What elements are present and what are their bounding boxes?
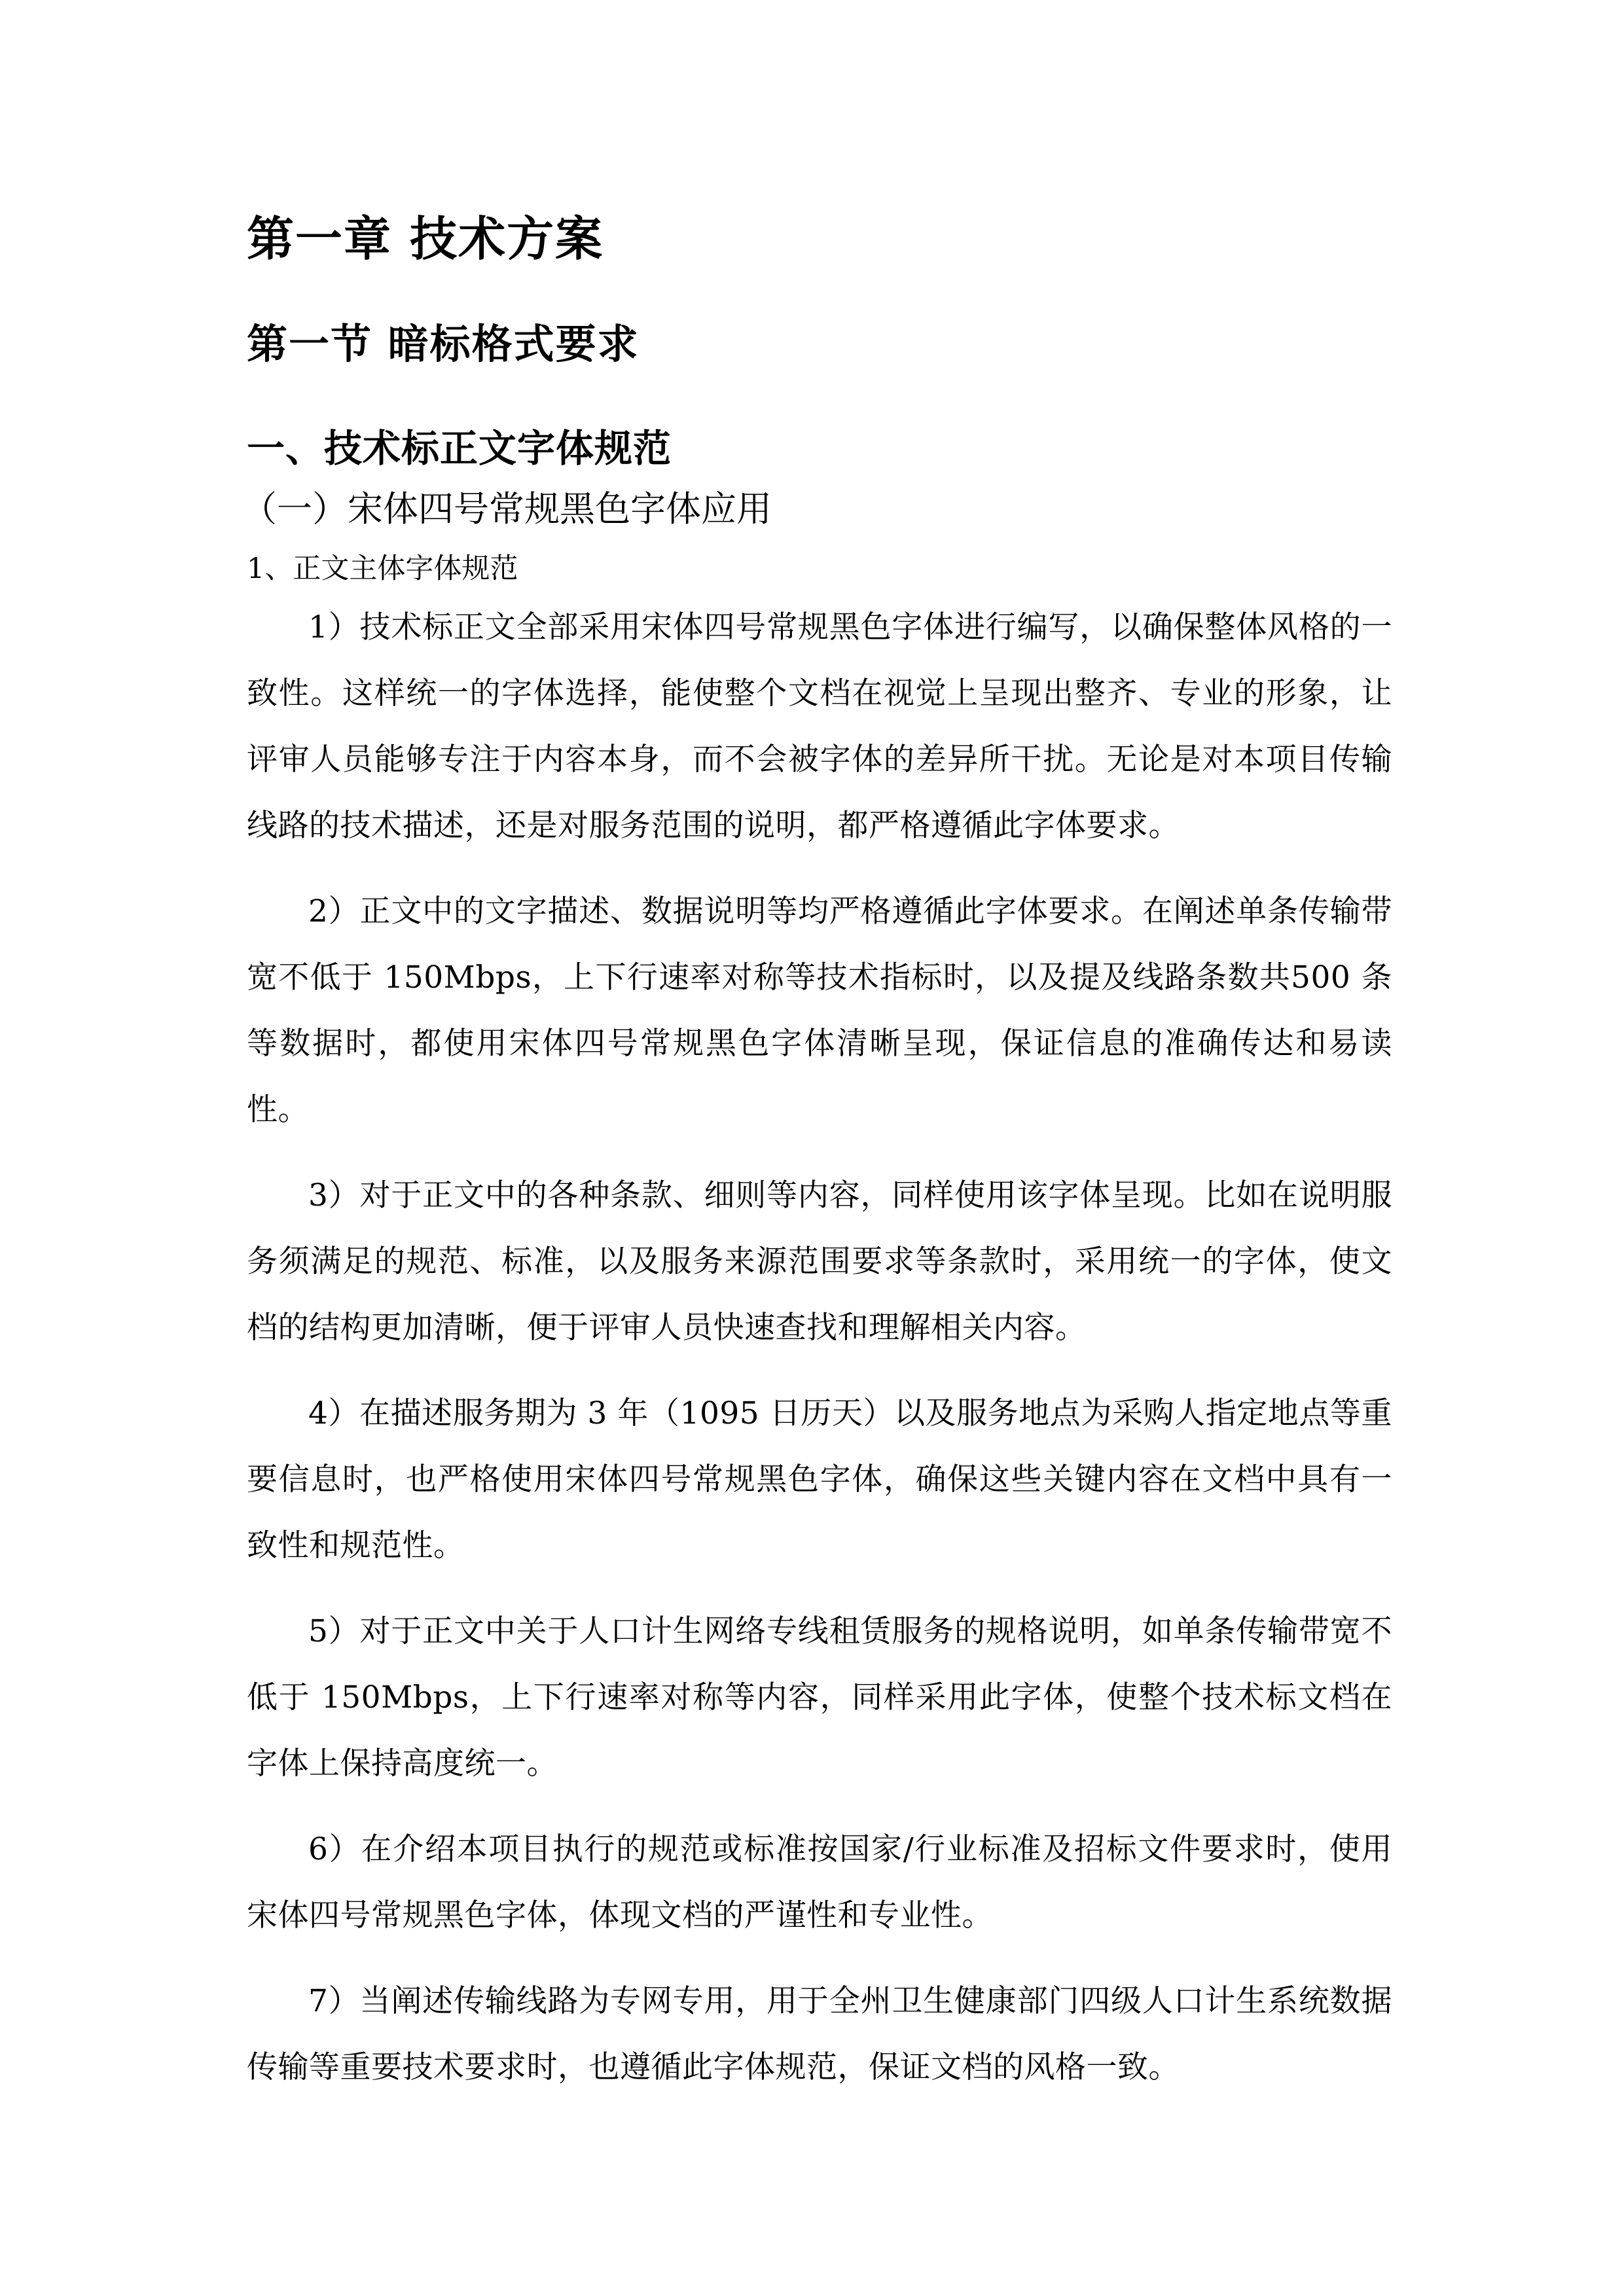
paragraph-3: 3）对于正文中的各种条款、细则等内容，同样使用该字体呈现。比如在说明服务须满足的规范、标准，以及服务来源范围要求等条款时，采用统一的字体，使文档的结构更加清晰，便于评审人员快速查找和理解相关内容。 [247,1177,1392,1346]
paragraph-5: 5）对于正文中关于人口计生网络专线租赁服务的规格说明，如单条传输带宽不低于 150Mbps，上下行速率对称等内容，同样采用此字体，使整个技术标文档在字体上保持高度统一。 [247,1613,1392,1782]
paragraph-7: 7）当阐述传输线路为专网专用，用于全州卫生健康部门四级人口计生系统数据传输等重要技术要求时，也遵循此字体规范，保证文档的风格一致。 [247,1983,1392,2085]
document-content [242,203,1392,2120]
chapter-title: 第一章 技术方案 [247,211,604,266]
subsection-title: 一、技术标正文字体规范 [247,426,672,471]
item-title: 1、正文主体字体规范 [247,552,518,585]
paragraph-1: 1）技术标正文全部采用宋体四号常规黑色字体进行编写，以确保整体风格的一致性。这样统一的字体选择，能使整个文档在视觉上呈现出整齐、专业的形象，让评审人员能够专注于内容本身，而不会被字体的差异所干扰。无论是对本项目传输线路的技术描述，还是对服务范围的说明，都严格遵循此字体要求。 [247,609,1392,844]
paragraph-2: 2）正文中的文字描述、数据说明等均严格遵循此字体要求。在阐述单条传输带宽不低于 150Mbps，上下行速率对称等技术指标时，以及提及线路条数共500 条等数据时，都使用宋体四号常规黑色字体清晰呈现，保证信息的准确传达和易读性。 [247,893,1392,1128]
sub-subsection-title: （一）宋体四号常规黑色字体应用 [242,488,772,529]
paragraph-6: 6）在介绍本项目执行的规范或标准按国家/行业标准及招标文件要求时，使用宋体四号常规黑色字体，体现文档的严谨性和专业性。 [247,1831,1392,1933]
section-title: 第一节 暗标格式要求 [247,320,640,368]
paragraph-4: 4）在描述服务期为 3 年（1095 日历天）以及服务地点为采购人指定地点等重要信息时，也严格使用宋体四号常规黑色字体，确保这些关键内容在文档中具有一致性和规范性。 [247,1395,1392,1564]
